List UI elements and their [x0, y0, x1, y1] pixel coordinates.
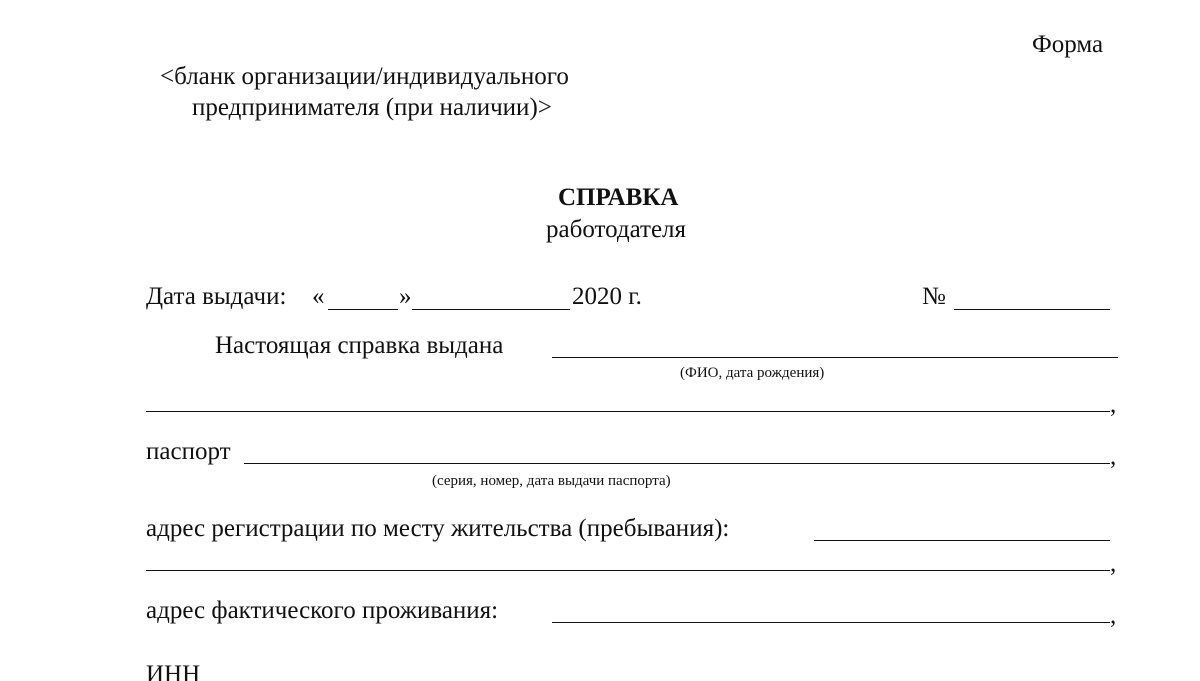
issued-to-label: Настоящая справка выдана — [215, 332, 504, 359]
letterhead-line-2: предпринимателя (при наличии)> — [192, 94, 552, 121]
close-quote: » — [399, 283, 412, 310]
document-title: СПРАВКА — [558, 184, 679, 211]
passport-hint: (серия, номер, дата выдачи паспорта) — [432, 473, 671, 489]
registration-address-continuation-field[interactable] — [146, 570, 1110, 571]
form-label: Форма — [1032, 31, 1104, 58]
number-label: № — [922, 283, 946, 310]
document-subtitle: работодателя — [546, 216, 687, 243]
open-quote: « — [312, 283, 325, 310]
issue-month-field[interactable] — [412, 309, 570, 310]
actual-address-field[interactable] — [552, 622, 1110, 623]
registration-address-field[interactable] — [814, 540, 1110, 541]
comma-2: , — [1110, 443, 1117, 470]
issued-to-continuation-field[interactable] — [146, 411, 1110, 412]
actual-address-label: адрес фактического проживания: — [146, 597, 499, 624]
comma-1: , — [1110, 391, 1117, 418]
inn-label: ИНН — [146, 661, 201, 681]
letterhead-line-1: <бланк организации/индивидуального — [160, 63, 569, 90]
comma-4: , — [1110, 602, 1117, 629]
passport-label: паспорт — [146, 438, 231, 465]
issue-day-field[interactable] — [328, 309, 398, 310]
passport-field[interactable] — [244, 463, 1110, 464]
registration-address-label: адрес регистрации по месту жительства (пребывания): — [146, 515, 730, 542]
issue-date-label: Дата выдачи: — [146, 283, 287, 310]
comma-3: , — [1110, 550, 1117, 577]
issued-to-hint: (ФИО, дата рождения) — [680, 365, 825, 381]
issue-year: 2020 г. — [572, 283, 642, 310]
number-field[interactable] — [954, 309, 1110, 310]
issued-to-field[interactable] — [552, 357, 1118, 358]
